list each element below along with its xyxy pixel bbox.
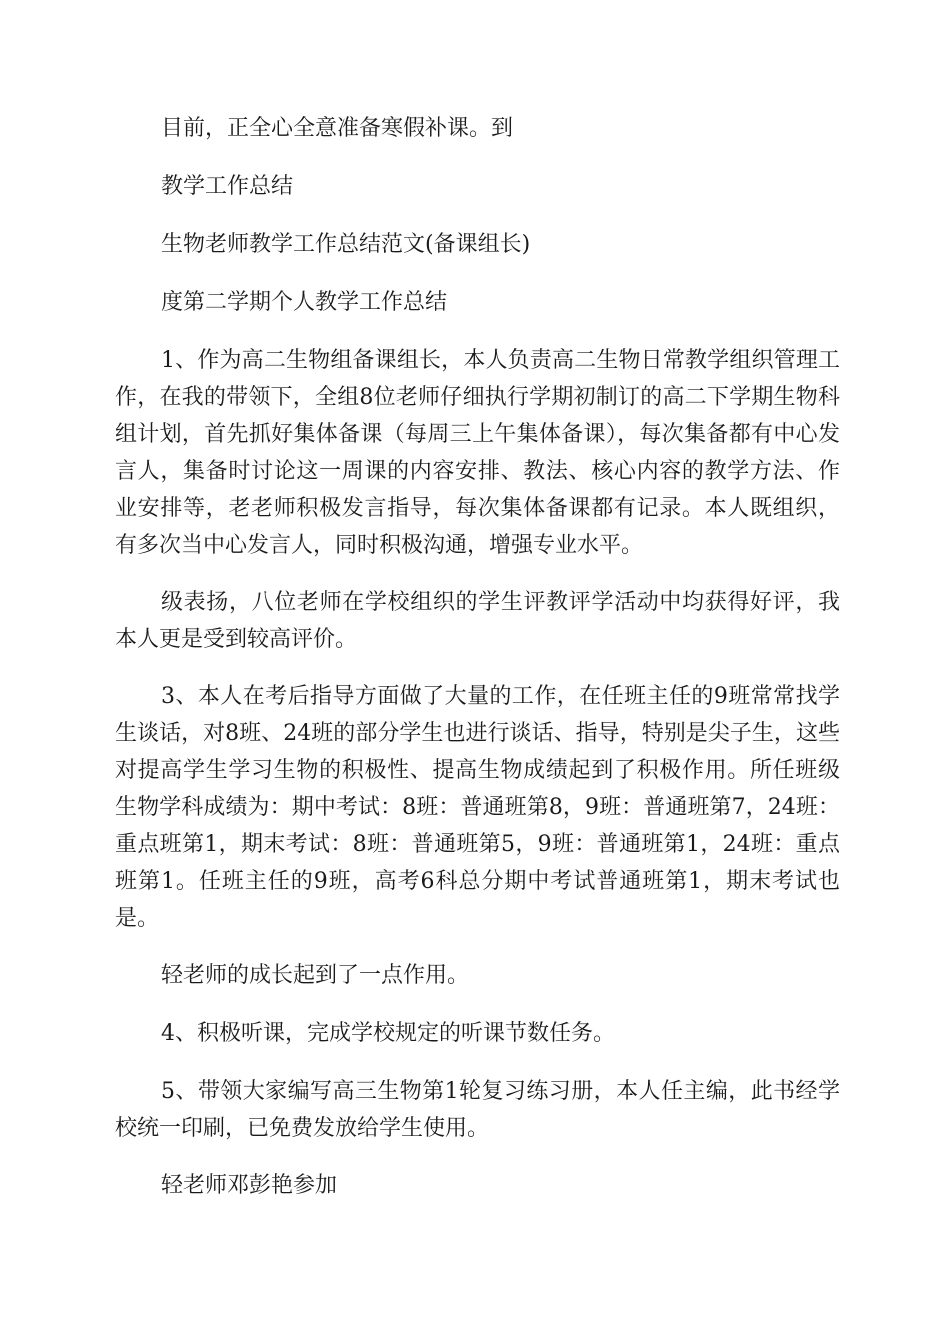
paragraph-title-biology-summary: 生物老师教学工作总结范文(备课组长)	[161, 232, 531, 257]
paragraph-intro: 目前，正全心全意准备寒假补课。到	[161, 116, 514, 141]
paragraph-praise: 级表扬，八位老师在学校组织的学生评教评学活动中均获得好评，我本人更是受到较高评价。	[115, 590, 840, 652]
paragraph-item-1: 1、作为高二生物组备课组长，本人负责高二生物日常教学组织管理工作，在我的带领下，全组8位老师仔细执行学期初制订的高二下学期生物科组计划，首先抓好集体备课（每周三上午集体备课），每次集备都有中心发言人，集备时讨论这一周课的内容安排、教法、核心内容的教学方法、作业安排等，老老师积极发言指导，每次集体备课都有记录。本人既组织，有多次当中心发言人，同时积极沟通，增强专业水平。	[115, 348, 840, 558]
paragraph-young-teacher: 轻老师的成长起到了一点作用。	[161, 963, 470, 988]
paragraph-item-4: 4、积极听课，完成学校规定的听课节数任务。	[161, 1021, 615, 1046]
document-body	[115, 110, 840, 1225]
paragraph-closing: 轻老师邓彭艳参加	[161, 1173, 338, 1198]
paragraph-item-5: 5、带领大家编写高三生物第1轮复习练习册，本人任主编，此书经学校统一印刷，已免费发放给学生使用。	[115, 1079, 840, 1141]
paragraph-item-3: 3、本人在考后指导方面做了大量的工作，在任班主任的9班常常找学生谈话，对8班、24班的部分学生也进行谈话、指导，特别是尖子生，这些对提高学生学习生物的积极性、提高生物成绩起到了积极作用。所任班级生物学科成绩为：期中考试：8班：普通班第8，9班：普通班第7，24班：重点班第1，期末考试：8班：普通班第5，9班：普通班第1，24班：重点班第1。任班主任的9班，高考6科总分期中考试普通班第1，期末考试也是。	[115, 684, 840, 931]
paragraph-subtitle-semester: 度第二学期个人教学工作总结	[161, 290, 448, 315]
paragraph-heading-teaching-summary: 教学工作总结	[161, 174, 294, 199]
